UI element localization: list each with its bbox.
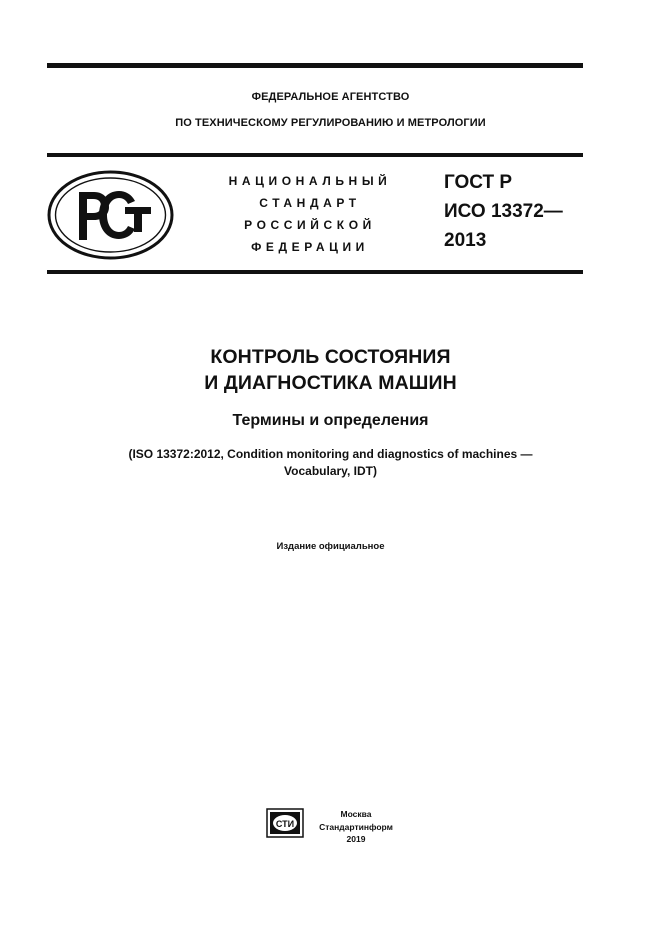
document-subtitle: Термины и определения	[232, 412, 429, 429]
standard-type-line: НАЦИОНАЛЬНЫЙ	[228, 174, 392, 188]
intl-ref-line: Vocabulary, IDT)	[284, 464, 377, 478]
agency-line-1: ФЕДЕРАЛЬНОЕ АГЕНТСТВО	[251, 91, 410, 103]
title-line: И ДИАГНОСТИКА МАШИН	[204, 372, 457, 394]
standard-type-line: РОССИЙСКОЙ	[244, 218, 376, 232]
publisher-logo-text: СТИ	[275, 819, 295, 829]
publisher-year: 2019	[346, 834, 366, 844]
international-reference	[60, 446, 601, 480]
rst-certification-mark-icon	[47, 170, 174, 260]
edition-note: Издание официальное	[276, 541, 385, 552]
standartinform-logo-icon	[266, 808, 304, 838]
top-rule	[47, 63, 583, 68]
publisher-info	[311, 808, 401, 846]
designation-line: ИСО 13372—	[444, 201, 563, 222]
header-bottom-rule	[47, 270, 583, 274]
header-rule	[47, 153, 583, 157]
publisher-city: Москва	[340, 809, 372, 819]
designation-line: 2013	[444, 230, 487, 251]
title-line: КОНТРОЛЬ СОСТОЯНИЯ	[210, 346, 451, 368]
publisher-name: Стандартинформ	[319, 821, 393, 832]
standard-designation	[444, 168, 594, 255]
standard-type	[215, 170, 405, 258]
standard-type-line: СТАНДАРТ	[259, 196, 361, 210]
intl-ref-line: (ISO 13372:2012, Condition monitoring and diagnostics of machines —	[128, 447, 533, 461]
agency-line-2: ПО ТЕХНИЧЕСКОМУ РЕГУЛИРОВАНИЮ И МЕТРОЛОГИИ	[175, 117, 486, 129]
standard-type-line: ФЕДЕРАЦИИ	[251, 240, 369, 254]
designation-line: ГОСТ Р	[444, 172, 513, 193]
document-title	[0, 344, 661, 396]
